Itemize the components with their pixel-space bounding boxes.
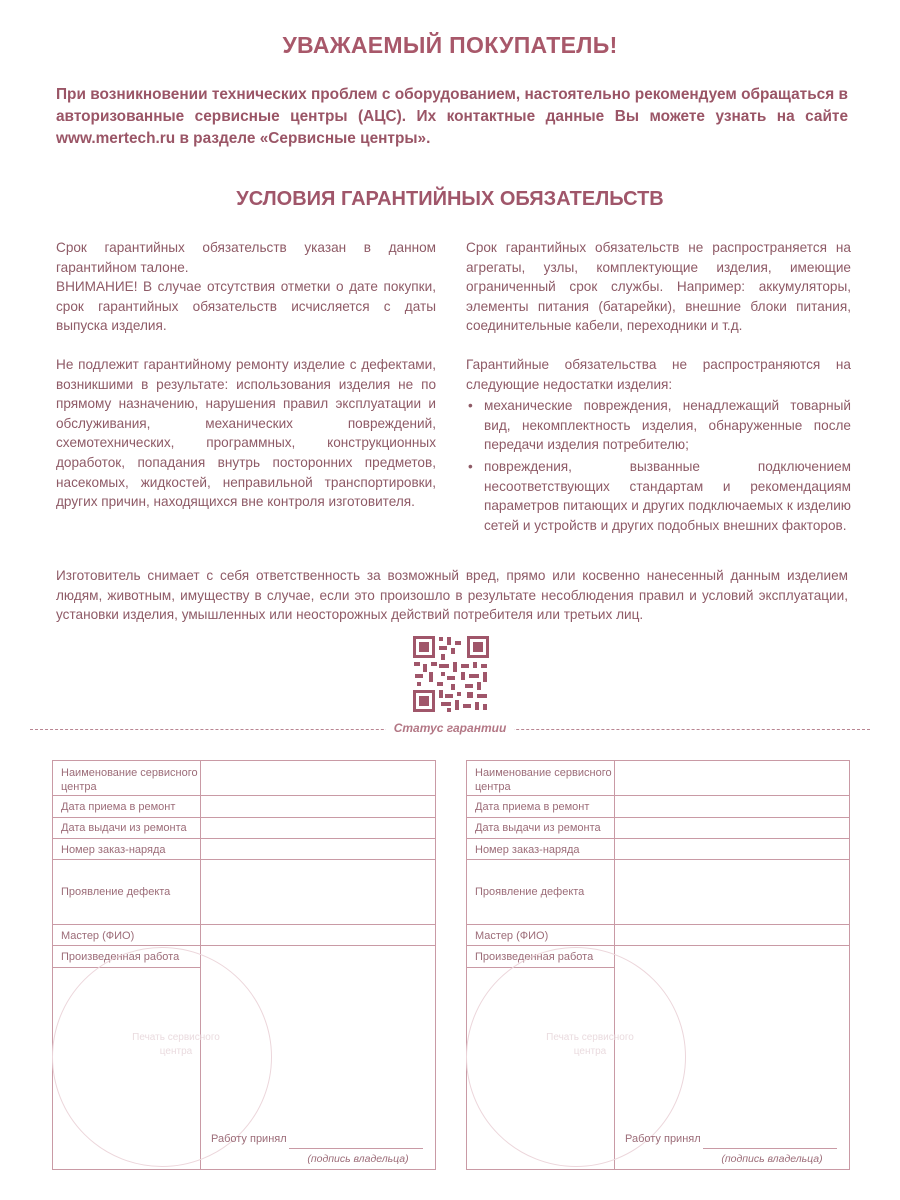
- signature-line[interactable]: [289, 1148, 423, 1149]
- page-title: УВАЖАЕМЫЙ ПОКУПАТЕЛЬ!: [282, 32, 618, 58]
- intro-paragraph: При возникновении технических проблем с оборудованием, настоятельно рекомендуем обращаться в авторизованные сервисные центры (АЦС). Их контактные данные Вы можете узнать на сайте www.mertech.ru в разделе «Сервисные центры».: [56, 86, 848, 147]
- signature-caption: (подпись владельца): [307, 1153, 409, 1165]
- defect-label: Проявление дефекта: [61, 886, 171, 898]
- master-label: Мастер (ФИО): [61, 930, 135, 942]
- exclusions-text: Не подлежит гарантийному ремонту изделие с дефектами, возникшими в результате: использования изделия не по прямому назначению, нарушения правил эксплуатации и обслуживания, механических повреждений, схемотехнических, программных, конструкционных доработок, попадания внутрь посторонних предметов, насекомых, жидкостей, неправильной транспортировки, других причин, находящихся вне контроля изготовителя.: [56, 356, 436, 510]
- service-center-label: Наименование сервисного центра: [61, 767, 198, 793]
- warranty-period-text: Срок гарантийных обязательств указан в данном гарантийном талоне.: [56, 240, 436, 275]
- list-item: • механические повреждения, ненадлежащий товарный вид, некомплектность изделия, обнаруженные после передачи изделия потребителю;: [468, 398, 851, 453]
- qr-code-icon: [411, 634, 491, 714]
- attention-text: ВНИМАНИЕ! В случае отсутствия отметки о дате покупки, срок гарантийных обязательств исчисляется с даты выпуска изделия.: [56, 279, 436, 334]
- service-center-label: Наименование сервисного центра: [475, 767, 612, 793]
- service-record-form-left: [52, 760, 436, 1170]
- stamp-placeholder: Печать сервисного центра: [132, 1032, 220, 1057]
- liability-paragraph: Изготовитель снимает с себя ответственность за возможный вред, прямо или косвенно нанесенный данным изделием людям, животным, имуществу в случае, если это произошло в результате несоблюдения правил и условий эксплуатации, установки изделия, умышленных или неосторожных действий потребителя или третьих лиц.: [56, 568, 848, 623]
- defects-list: [466, 396, 851, 535]
- accepted-label: Работу принял: [211, 1133, 287, 1145]
- work-done-label: Произведенная работа: [61, 951, 180, 963]
- accepted-label: Работу принял: [625, 1133, 701, 1145]
- defect-label: Проявление дефекта: [475, 886, 585, 898]
- defects-intro-text: Гарантийные обязательства не распространяются на следующие недостатки изделия:: [466, 356, 851, 392]
- signature-line[interactable]: [703, 1148, 837, 1149]
- bullet-icon: •: [468, 398, 473, 414]
- status-label: Статус гарантии: [0, 721, 900, 735]
- stamp-placeholder: Печать сервисного центра: [546, 1032, 634, 1057]
- signature-caption: (подпись владельца): [721, 1153, 823, 1165]
- conditions-right-column: [466, 238, 851, 537]
- list-item: • повреждения, вызванные подключением несоответствующих стандартам и рекомендациям параметров питающих и других подключаемых к изделию сетей и устройств и других подобных внешних факторов.: [468, 458, 851, 533]
- date-received-label: Дата приема в ремонт: [475, 801, 590, 813]
- limited-life-text: Срок гарантийных обязательств не распространяется на агрегаты, узлы, комплектующие изделия, имеющие ограниченный срок службы. Например: аккумуляторы, элементы питания (батарейки), внешние блоки питания, соединительные кабели, переходники и т.д.: [466, 240, 851, 334]
- master-label: Мастер (ФИО): [475, 930, 549, 942]
- service-record-form-right: [466, 760, 850, 1170]
- conditions-left-column: [56, 238, 436, 531]
- work-done-label: Произведенная работа: [475, 951, 594, 963]
- conditions-title: УСЛОВИЯ ГАРАНТИЙНЫХ ОБЯЗАТЕЛЬСТВ: [236, 188, 664, 210]
- date-issued-label: Дата выдачи из ремонта: [475, 822, 601, 834]
- bullet-icon: •: [468, 458, 473, 474]
- order-number-label: Номер заказ-наряда: [475, 844, 580, 856]
- date-received-label: Дата приема в ремонт: [61, 801, 176, 813]
- order-number-label: Номер заказ-наряда: [61, 844, 166, 856]
- date-issued-label: Дата выдачи из ремонта: [61, 822, 187, 834]
